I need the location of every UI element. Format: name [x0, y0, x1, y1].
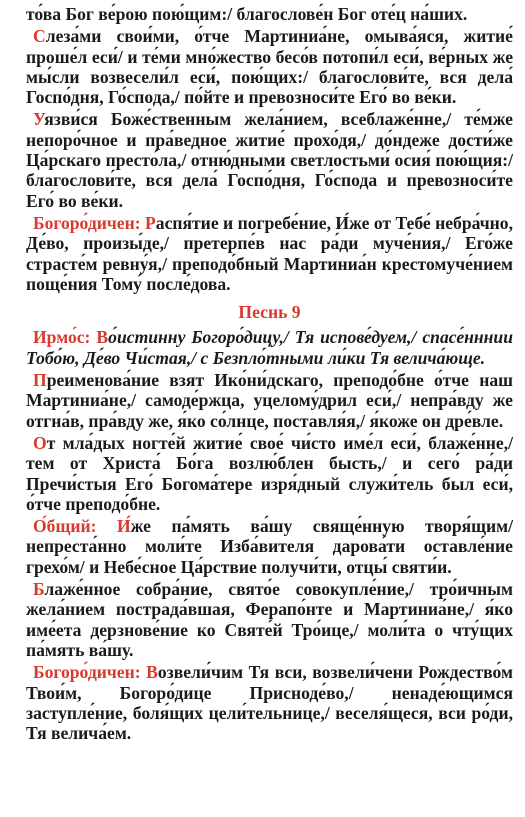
- text-segment: аспя́тие и погребе́ние, И́же от Тебе́ небра́чно, Де́во, произы́де,/ претерпе́в нас ра́ди муче́ния,/ Его́же страсте́м ревну́я,/ преподо́бный Мартиниа́н крестомуче́нием поще́ния Тому́ после́дова.: [26, 212, 513, 294]
- irmos-paragraph: [26, 327, 513, 368]
- text-segment: лаже́нное собра́ние, свято́е совокупле́ние,/ тро́ичным жела́нием пострада́вшая, Ферапо́нте и Мартиниа́не,/ я́ко име́ета дерзнове́ние ко Святе́й Тро́ице,/ моли́та о чту́щих па́мять ва́шу.: [26, 579, 513, 660]
- text-segment: леза́ми свои́ми, о́тче Мартиниа́не, омыва́яся, житие́ проше́л еси́/ и те́ми мно́жество бесо́в потопи́л еси́, ве́рных же мы́сли возвесели́л еси́, пою́щих:/ благослови́те, вся дела́ Госпо́дня, Го́спода,/ по́йте и превозноси́те Его́ во ве́ки.: [26, 26, 513, 108]
- rubric-label: Богоро́дичен: В: [33, 662, 158, 683]
- theotokion-paragraph: [26, 213, 513, 294]
- text-segment: о́истинну Богоро́дицу,/ Тя испове́дуем,/ спасе́нннии Тобо́ю, Де́во Чи́стая,/ с Безпло́тными ли́ки Тя велича́юще.: [26, 327, 513, 368]
- rubric-label: Ирмо́с: В: [33, 327, 109, 348]
- initial-letter: Б: [33, 579, 45, 600]
- theotokion-paragraph: [26, 662, 513, 743]
- ode-heading: Песнь 9: [238, 302, 301, 323]
- initial-letter: О: [33, 432, 47, 453]
- initial-letter: У: [33, 109, 45, 130]
- text-segment: язви́ся Боже́ственным жела́нием, всеблаже́нне,/ те́мже непоро́чное и пра́ведное житие́ прохо́дя,/ до́ндеже дости́же Ца́рскаго престо́ла,/ отню́дными светлостьми́ осия́ пою́щия:/ благослови́те, вся дела́ Госпо́дня, Го́спода и превозноси́те Его́ во ве́ки.: [26, 109, 513, 211]
- text-segment: то́ва Бог ве́рою пою́щим:/ благослове́н Бог оте́ц на́ших.: [26, 4, 468, 24]
- text-segment: же па́мять ва́шу свяще́нную творя́щим/ непреста́нно моли́те Изба́вителя дарова́ти оставле́ние грехо́м/ и Небе́сное Ца́рствие получи́ти, отцы́ святи́и.: [26, 516, 513, 577]
- troparion-paragraph: [26, 370, 513, 431]
- rubric-label: Богоро́дичен: Р: [33, 212, 156, 233]
- text-paragraph: [26, 4, 513, 24]
- troparion-paragraph: [26, 26, 513, 107]
- text-segment: реименова́ние взят Ико́ни́дскаго, преподо́бне о́тче наш Мартиниа́не,/ самоде́ржца, уцелому́дрил еси́,/ непра́вду же отгна́в, пра́вду же, я́ко со́лнце, поставля́я,/ я́коже он дре́вле.: [26, 370, 513, 431]
- initial-letter: С: [33, 26, 46, 47]
- common-paragraph: [26, 516, 513, 577]
- text-segment: т мла́дых ногте́й житие́ свое́ чи́сто име́л еси́, блаже́нне,/ тем от Христа́ Бо́га возлю́блен бысть,/ и сего́ ра́ди Пречи́стыя Его́ Богома́тере изря́дный служи́тель был еси́, о́тче преподо́бне.: [26, 432, 513, 514]
- text-segment: озвели́чим Тя вси, возвели́чени Рождество́м Твои́м, Богоро́дице Присноде́во,/ ненаде́ющимся заступле́ние, боля́щих цели́тельнице,/ веселя́щеся, вси ро́ди, Тя велича́ем.: [26, 662, 514, 744]
- rubric-label: О́бщий: И́: [33, 516, 131, 537]
- troparion-paragraph: [26, 433, 513, 514]
- initial-letter: П: [33, 370, 47, 391]
- troparion-paragraph: [26, 109, 513, 210]
- troparion-paragraph: [26, 579, 513, 660]
